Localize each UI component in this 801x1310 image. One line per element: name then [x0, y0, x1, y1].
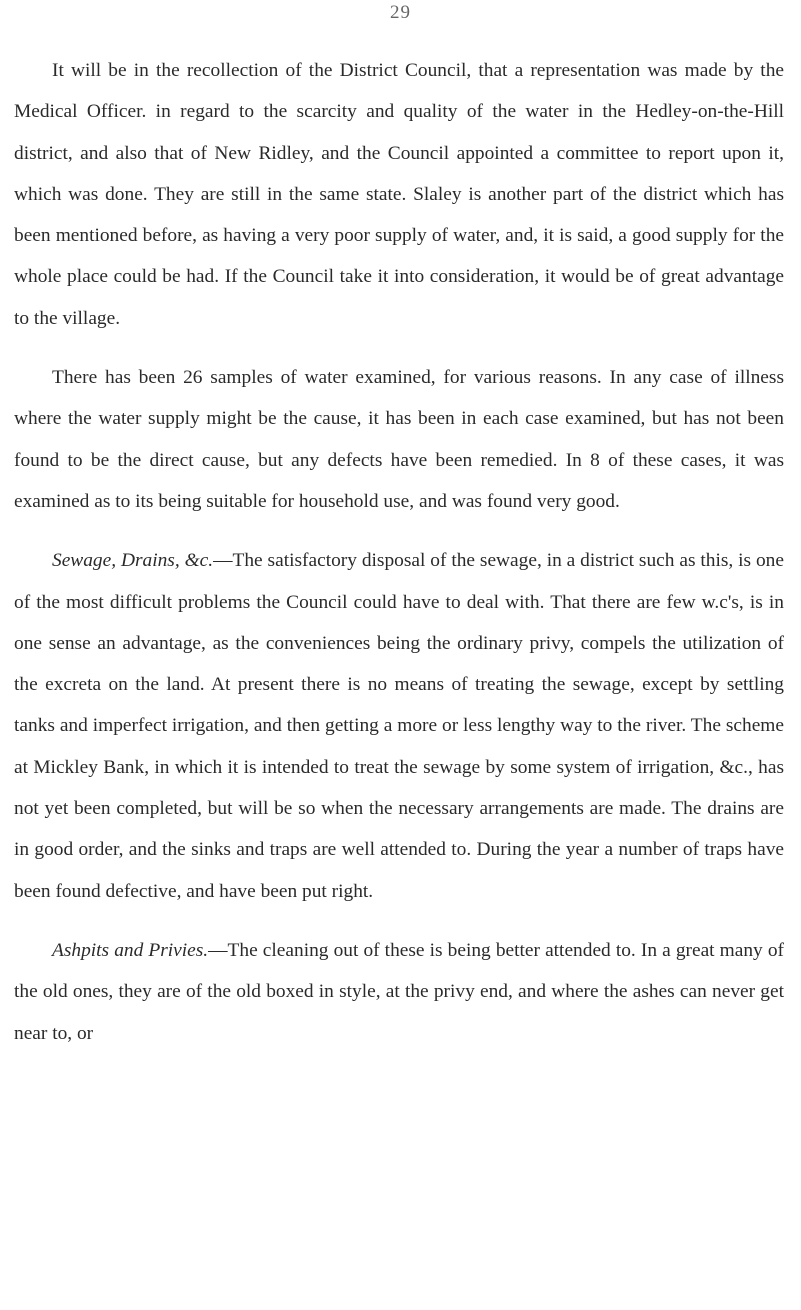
paragraph-water-samples: There has been 26 samples of water examined, for various reasons. In any case of illness where the water supply might be the cause, it has been in each case examined, but has not been found to be the direct cause, but any defects have been remedied. In 8 of these cases, it was examined as to its being suitable for household use, and was found very good.	[14, 367, 784, 512]
paragraph-ashpits-text: —The cleaning out of these is being better attended to. In a great many of the old ones, they are of the old boxed in style, at the privy end, and where the ashes can never get near to, or	[14, 939, 784, 1044]
paragraph-sewage-drains	[14, 540, 784, 912]
document-body	[14, 50, 784, 1054]
page-number: 29	[390, 2, 411, 23]
paragraph-water-supply: It will be in the recollection of the District Council, that a representation was made by the Medical Officer. in regard to the scarcity and quality of the water in the Hedley-on-the-Hill district, and also that of New Ridley, and the Council appointed a committee to report upon it, which was done. They are still in the same state. Slaley is another part of the district which has been mentioned before, as having a very poor supply of water, and, it is said, a good supply for the whole place could be had. If the Council take it into consideration, it would be of great advantage to the village.	[14, 60, 784, 329]
section-heading-sewage: Sewage, Drains, &c.	[52, 550, 214, 572]
section-heading-ashpits: Ashpits and Privies.	[52, 939, 209, 961]
paragraph-ashpits-privies	[14, 930, 784, 1054]
paragraph-sewage-text: —The satisfactory disposal of the sewage, in a district such as this, is one of the most difficult problems the Council could have to deal with. That there are few w.c's, is in one sense an advantage, as the conveniences being the ordinary privy, compels the utilization of the excreta on the land. At present there is no means of treating the sewage, except by settling tanks and imperfect irrigation, and then getting a more or less lengthy way to the river. The scheme at Mickley Bank, in which it is intended to treat the sewage by some system of irrigation, &c., has not yet been completed, but will be so when the necessary arrangements are made. The drains are in good order, and the sinks and traps are well attended to. During the year a number of traps have been found defective, and have been put right.	[14, 550, 784, 902]
